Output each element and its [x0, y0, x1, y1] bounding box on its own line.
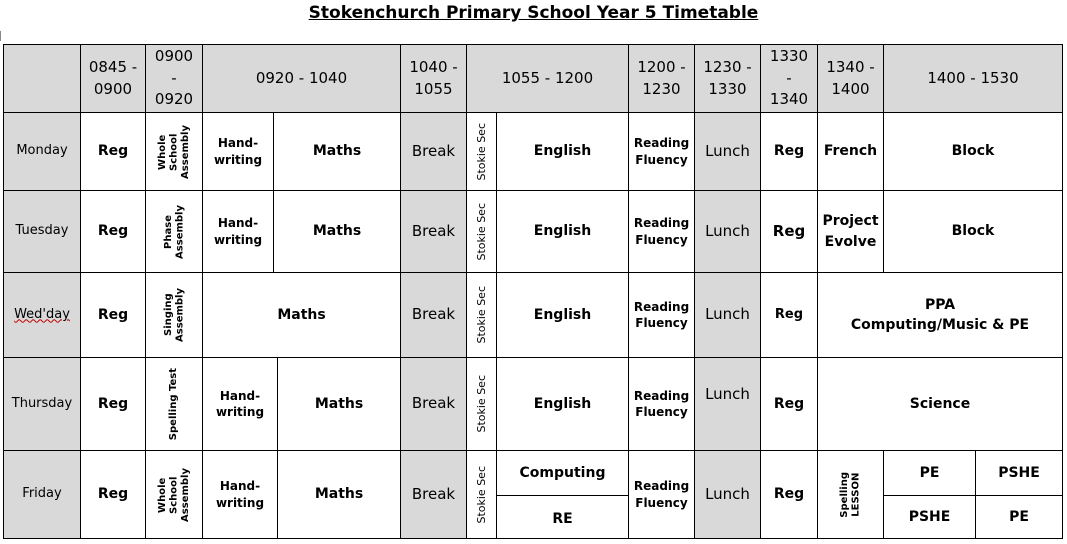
- monday-french: French: [817, 112, 884, 191]
- friday-pshe-2: PSHE: [883, 495, 976, 539]
- header-0900: 0900 - 0920: [145, 44, 203, 113]
- thursday-reg: Reg: [80, 357, 146, 451]
- friday-maths: Maths: [277, 450, 401, 539]
- header-1330: 1330 - 1340: [760, 44, 818, 113]
- friday-spelling-lesson: Spelling LESSON: [839, 471, 862, 518]
- friday-stokie-cell: [466, 450, 497, 539]
- thursday-reading: Reading Fluency: [628, 357, 695, 451]
- tuesday-block: Block: [883, 190, 1063, 273]
- monday-break: Break: [400, 112, 467, 191]
- friday-break: Break: [400, 450, 467, 539]
- tuesday-english: English: [496, 190, 629, 273]
- thursday-handwriting: Hand- writing: [202, 357, 278, 451]
- thursday-spelling-test: Spelling Test: [168, 367, 180, 441]
- table-anchor-mark: [0, 31, 4, 41]
- thursday-stokie-cell: [466, 357, 497, 451]
- day-friday: Friday: [3, 450, 81, 539]
- thursday-lunch: Lunch: [694, 357, 761, 451]
- monday-assembly: Whole School Assembly: [156, 124, 191, 179]
- monday-reading: Reading Fluency: [628, 112, 695, 191]
- monday-reg: Reg: [80, 112, 146, 191]
- thursday-assembly-cell: [145, 357, 203, 451]
- wednesday-assembly: Singing Assembly: [162, 288, 185, 342]
- thursday-maths: Maths: [277, 357, 401, 451]
- day-monday: Monday: [3, 112, 81, 191]
- wednesday-maths: Maths: [202, 272, 401, 358]
- friday-reading: Reading Fluency: [628, 450, 695, 539]
- friday-lunch: Lunch: [694, 450, 761, 539]
- header-1230: 1230 - 1330: [694, 44, 761, 113]
- monday-english: English: [496, 112, 629, 191]
- page-title: Stokenchurch Primary School Year 5 Timetable: [308, 3, 759, 23]
- header-corner: [3, 44, 81, 113]
- header-0920: 0920 - 1040: [202, 44, 401, 113]
- monday-lunch: Lunch: [694, 112, 761, 191]
- wednesday-stokie-cell: [466, 272, 497, 358]
- tuesday-lunch: Lunch: [694, 190, 761, 273]
- friday-pe-1: PE: [883, 450, 976, 496]
- tuesday-reading: Reading Fluency: [628, 190, 695, 273]
- header-1200: 1200 - 1230: [628, 44, 695, 113]
- wednesday-ppa: PPA Computing/Music & PE: [817, 272, 1063, 358]
- day-tuesday: Tuesday: [3, 190, 81, 273]
- wednesday-english: English: [496, 272, 629, 358]
- friday-reg: Reg: [80, 450, 146, 539]
- tuesday-reg2: Reg: [760, 190, 818, 273]
- friday-handwriting: Hand- writing: [202, 450, 278, 539]
- day-wednesday: [3, 272, 81, 358]
- wednesday-break: Break: [400, 272, 467, 358]
- monday-block: Block: [883, 112, 1063, 191]
- tuesday-assembly: Phase Assembly: [162, 204, 185, 259]
- thursday-english: English: [496, 357, 629, 451]
- friday-pshe-1: PSHE: [975, 450, 1063, 496]
- friday-reg2: Reg: [760, 450, 818, 539]
- thursday-break: Break: [400, 357, 467, 451]
- wednesday-label: Wed'day: [14, 306, 70, 322]
- monday-stokie: Stokie Sec: [474, 122, 488, 181]
- header-1340: 1340 - 1400: [817, 44, 884, 113]
- friday-computing: Computing: [496, 450, 629, 496]
- tuesday-maths: Maths: [273, 190, 401, 273]
- wednesday-stokie: Stokie Sec: [474, 286, 488, 344]
- wednesday-assembly-cell: [145, 272, 203, 358]
- tuesday-stokie: Stokie Sec: [474, 202, 488, 261]
- header-1055: 1055 - 1200: [466, 44, 629, 113]
- friday-pe-2: PE: [975, 495, 1063, 539]
- tuesday-handwriting: Hand- writing: [202, 190, 274, 273]
- wednesday-reg2: Reg: [760, 272, 818, 358]
- friday-spelling-cell: [817, 450, 884, 539]
- friday-stokie: Stokie Sec: [474, 465, 488, 524]
- tuesday-stokie-cell: [466, 190, 497, 273]
- header-1040: 1040 - 1055: [400, 44, 467, 113]
- friday-re: RE: [496, 495, 629, 539]
- thursday-stokie: Stokie Sec: [474, 375, 488, 433]
- monday-maths: Maths: [273, 112, 401, 191]
- thursday-reg2: Reg: [760, 357, 818, 451]
- friday-assembly-cell: [145, 450, 203, 539]
- tuesday-reg: Reg: [80, 190, 146, 273]
- wednesday-lunch: Lunch: [694, 272, 761, 358]
- wednesday-reading: Reading Fluency: [628, 272, 695, 358]
- tuesday-assembly-cell: [145, 190, 203, 273]
- tuesday-project-evolve: Project Evolve: [817, 190, 884, 273]
- monday-assembly-cell: [145, 112, 203, 191]
- monday-stokie-cell: [466, 112, 497, 191]
- day-thursday: Thursday: [3, 357, 81, 451]
- header-1400: 1400 - 1530: [883, 44, 1063, 113]
- monday-reg2: Reg: [760, 112, 818, 191]
- monday-handwriting: Hand- writing: [202, 112, 274, 191]
- tuesday-break: Break: [400, 190, 467, 273]
- wednesday-reg: Reg: [80, 272, 146, 358]
- header-0845: 0845 - 0900: [80, 44, 146, 113]
- thursday-science: Science: [817, 357, 1063, 451]
- friday-assembly: Whole School Assembly: [156, 467, 191, 522]
